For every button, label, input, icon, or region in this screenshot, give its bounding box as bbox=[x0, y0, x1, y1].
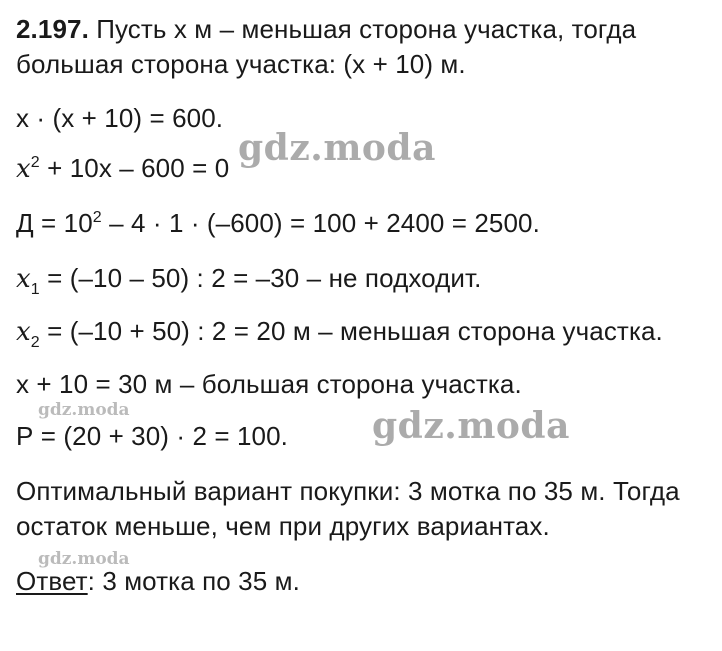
discriminant-line bbox=[16, 208, 540, 238]
root-x2-rest: = (–10 + 50) : 2 = 20 м – меньшая сторона участка. bbox=[39, 316, 663, 346]
problem-intro-1: Пусть х м – меньшая сторона участка, тогда bbox=[88, 14, 637, 44]
discriminant-prefix: Д = 10 bbox=[16, 208, 93, 238]
equation-2 bbox=[16, 153, 229, 184]
answer-line bbox=[16, 566, 300, 596]
perimeter-line: Р = (20 + 30) · 2 = 100. bbox=[16, 421, 288, 451]
problem-line-2: большая сторона участка: (х + 10) м. bbox=[16, 49, 466, 79]
root-x1-line bbox=[16, 263, 482, 298]
root-x2-line bbox=[16, 316, 663, 351]
discriminant-rest: – 4 · 1 · (–600) = 100 + 2400 = 2500. bbox=[101, 208, 540, 238]
variable-x: x bbox=[16, 264, 31, 294]
conclusion-line-1: Оптимальный вариант покупки: 3 мотка по 35 м. Тогда bbox=[16, 476, 680, 506]
watermark-logo: gdz.moda bbox=[238, 127, 436, 169]
variable-x: x bbox=[16, 317, 31, 347]
conclusion-line-2: остаток меньше, чем при других вариантах. bbox=[16, 511, 550, 541]
larger-side-line: х + 10 = 30 м – большая сторона участка. bbox=[16, 369, 522, 399]
exponent: 2 bbox=[30, 154, 40, 171]
root-x1-rest: = (–10 – 50) : 2 = –30 – не подходит. bbox=[39, 263, 482, 293]
watermark-logo: gdz.moda bbox=[38, 549, 130, 569]
subscript: 1 bbox=[30, 281, 40, 298]
equation-1: х · (х + 10) = 600. bbox=[16, 103, 224, 133]
subscript: 2 bbox=[30, 334, 40, 351]
equation-2-rest: + 10х – 600 = 0 bbox=[39, 153, 230, 183]
answer-text: : 3 мотка по 35 м. bbox=[87, 566, 300, 596]
watermark-logo: gdz.moda bbox=[38, 400, 130, 420]
problem-number: 2.197. bbox=[16, 14, 89, 44]
problem-line-1 bbox=[16, 14, 636, 44]
answer-label: Ответ bbox=[16, 566, 88, 596]
variable-x: x bbox=[16, 154, 31, 184]
watermark-logo: gdz.moda bbox=[372, 405, 570, 447]
exponent: 2 bbox=[92, 209, 102, 226]
